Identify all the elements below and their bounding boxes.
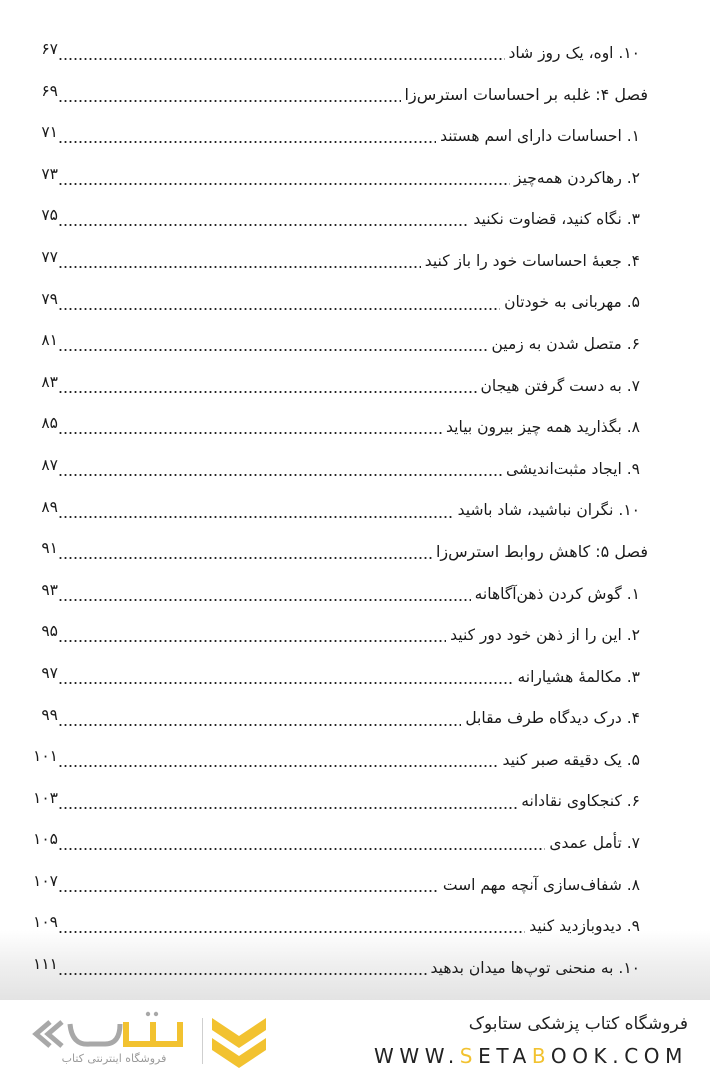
toc-page-number: ۸۱ [41, 331, 58, 350]
toc-item-row[interactable] [0, 157, 710, 199]
dot-leader [58, 141, 436, 143]
dot-leader [58, 848, 545, 850]
dot-leader [58, 100, 401, 102]
toc-page-number: ۸۷ [41, 455, 58, 474]
toc-item-row[interactable] [0, 365, 710, 407]
toc-title: ۹. دیدوبازدید کنید [529, 917, 640, 936]
dot-leader [58, 640, 446, 642]
toc-page-number: ۷۷ [41, 247, 58, 266]
dot-leader [58, 474, 502, 476]
toc-page-number: ۶۹ [41, 81, 58, 100]
toc-title: ۱۰. به منحنی توپ‌ها میدان بدهید [430, 958, 640, 977]
table-of-contents [0, 32, 710, 989]
toc-page-number: ۷۳ [41, 164, 58, 183]
toc-item-row[interactable] [0, 656, 710, 698]
toc-page-number: ۸۹ [41, 497, 58, 516]
toc-page-number: ۸۳ [41, 372, 58, 391]
dot-leader [58, 807, 517, 809]
dot-leader [58, 349, 487, 351]
dot-leader [58, 931, 525, 933]
toc-title: ۳. نگاه کنید، قضاوت نکنید [473, 210, 640, 229]
toc-item-row[interactable] [0, 573, 710, 615]
dot-leader [58, 724, 461, 726]
toc-page-number: ۹۱ [41, 539, 58, 558]
toc-page-number: ۱۱۱ [33, 955, 58, 974]
logo-tagline: فروشگاه اینترنتی کتاب [61, 1052, 167, 1065]
toc-item-row[interactable] [0, 947, 710, 989]
dot-leader [58, 308, 500, 310]
toc-title: ۴. درک دیدگاه طرف مقابل [465, 709, 640, 728]
toc-item-row[interactable] [0, 448, 710, 490]
toc-title: ۵. یک دقیقه صبر کنید [502, 750, 640, 769]
toc-title: ۳. مکالمهٔ هشیارانه [517, 667, 640, 686]
dot-leader [58, 266, 421, 268]
toc-title: ۸. بگذارید همه چیز بیرون بیاید [446, 418, 640, 437]
dot-leader [58, 765, 498, 767]
toc-item-row[interactable] [0, 282, 710, 324]
toc-page-number: ۹۵ [41, 622, 58, 641]
toc-title: ۵. مهربانی به خودتان [504, 293, 640, 312]
dot-leader [58, 890, 439, 892]
toc-page-number: ۱۰۵ [33, 830, 58, 849]
toc-title: ۹. ایجاد مثبت‌اندیشی [505, 459, 640, 478]
logo-divider [202, 1018, 203, 1064]
dot-leader [58, 183, 510, 185]
toc-item-row[interactable] [0, 198, 710, 240]
toc-title: ۴. جعبهٔ احساسات خود را باز کنید [424, 251, 640, 270]
toc-page-number: ۱۰۷ [33, 871, 58, 890]
toc-item-row[interactable] [0, 781, 710, 823]
dot-leader [58, 391, 477, 393]
dot-leader [58, 224, 469, 226]
setabook-logo [30, 1010, 275, 1072]
toc-item-row[interactable] [0, 822, 710, 864]
toc-title: فصل ۴: غلبه بر احساسات استرس‌زا [404, 84, 648, 104]
dot-leader [58, 973, 427, 975]
toc-page-number: ۱۰۱ [33, 747, 58, 766]
toc-item-row[interactable] [0, 323, 710, 365]
toc-page-number: ۹۷ [41, 663, 58, 682]
toc-page-number: ۷۱ [41, 123, 58, 142]
footer-banner [0, 1000, 710, 1079]
toc-page-number: ۷۹ [41, 289, 58, 308]
toc-title: ۱۰. نگران نباشید، شاد باشید [457, 501, 640, 520]
toc-item-row[interactable] [0, 864, 710, 906]
dot-leader [58, 516, 454, 518]
dot-leader [58, 432, 442, 434]
toc-page-number: ۱۰۳ [33, 788, 58, 807]
toc-item-row[interactable] [0, 240, 710, 282]
toc-item-row[interactable] [0, 115, 710, 157]
toc-page-number: ۶۷ [41, 40, 58, 58]
toc-page-number: ۱۰۹ [33, 913, 58, 932]
toc-title: ۱. گوش کردن ذهن‌آگاهانه [474, 584, 640, 603]
toc-item-row[interactable] [0, 698, 710, 740]
dot-leader [58, 682, 513, 684]
toc-item-row[interactable] [0, 406, 710, 448]
toc-item-row[interactable] [0, 490, 710, 532]
toc-title: ۲. این را از ذهن خود دور کنید [450, 626, 640, 645]
toc-item-row[interactable] [0, 905, 710, 947]
dot-leader [58, 599, 471, 601]
toc-title: ۷. تأمل عمدی [549, 834, 640, 853]
toc-title: ۶. متصل شدن به زمین [491, 334, 640, 353]
toc-page-number: ۹۳ [41, 580, 58, 599]
toc-title: ۸. شفاف‌سازی آنچه مهم است [442, 875, 640, 894]
toc-item-row[interactable] [0, 32, 710, 74]
toc-chapter-row[interactable] [0, 74, 710, 116]
toc-item-row[interactable] [0, 614, 710, 656]
toc-title: ۷. به دست گرفتن هیجان [480, 376, 640, 395]
toc-page-number: ۸۵ [41, 414, 58, 433]
toc-title: ۲. رهاکردن همه‌چیز [514, 168, 640, 187]
toc-page-number: ۷۵ [41, 206, 58, 225]
dot-leader [58, 557, 432, 559]
store-url[interactable]: WWW.SETABOOK.COM [374, 1044, 688, 1068]
toc-title: ۱۰. اوه، یک روز شاد [508, 43, 640, 62]
toc-title: ۶. کنجکاوی نقادانه [521, 792, 640, 811]
toc-chapter-row[interactable] [0, 531, 710, 573]
toc-title: فصل ۵: کاهش روابط استرس‌زا [435, 542, 648, 562]
toc-page-number: ۹۹ [41, 705, 58, 724]
store-name: فروشگاه کتاب پزشکی ستابوک [468, 1014, 688, 1034]
dot-leader [58, 58, 505, 60]
toc-title: ۱. احساسات دارای اسم هستند [440, 126, 640, 145]
toc-item-row[interactable] [0, 739, 710, 781]
